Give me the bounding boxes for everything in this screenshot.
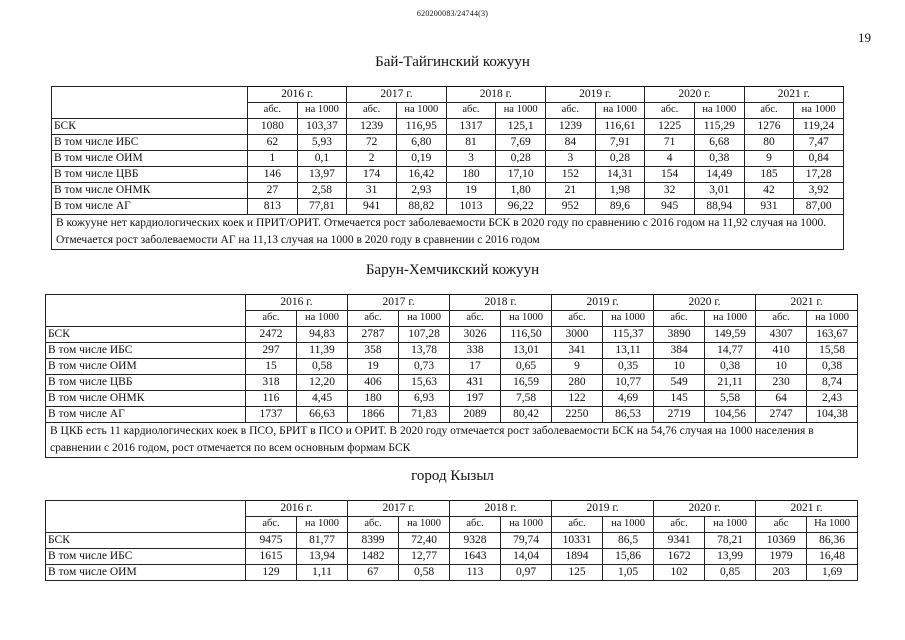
- sub-header-cell: абс.: [654, 311, 705, 327]
- table-cell: 2089: [450, 407, 501, 423]
- table-cell: 1,11: [297, 565, 348, 581]
- row-label: В том числе АГ: [46, 407, 246, 423]
- table-cell: 115,37: [603, 327, 654, 343]
- sub-header-cell: на 1000: [496, 103, 546, 119]
- table-cell: 3026: [450, 327, 501, 343]
- table-cell: 318: [246, 375, 297, 391]
- sub-header-cell: на 1000: [694, 103, 744, 119]
- table-cell: 10: [654, 359, 705, 375]
- table-cell: 17,10: [496, 167, 546, 183]
- table-cell: 77,81: [297, 199, 347, 215]
- table-cell: 27: [248, 183, 298, 199]
- table-cell: 115,29: [694, 119, 744, 135]
- table-cell: 86,5: [603, 533, 654, 549]
- year-header-cell: 2018 г.: [450, 295, 552, 311]
- table-row: [52, 135, 844, 151]
- year-header-cell: 2019 г.: [545, 87, 644, 103]
- table-cell: 230: [756, 375, 807, 391]
- sub-header-cell: абс.: [246, 311, 297, 327]
- table-cell: 79,74: [501, 533, 552, 549]
- table-cell: 71: [645, 135, 695, 151]
- table-cell: 152: [545, 167, 595, 183]
- table-row: [46, 343, 858, 359]
- year-header-cell: 2019 г.: [552, 501, 654, 517]
- table-cell: 338: [450, 343, 501, 359]
- table-cell: 125,1: [496, 119, 546, 135]
- table-cell: 1482: [348, 549, 399, 565]
- table-cell: 931: [744, 199, 794, 215]
- table-cell: 15,86: [603, 549, 654, 565]
- sub-header-cell: абс.: [348, 517, 399, 533]
- table-row: [52, 151, 844, 167]
- sub-header-cell: на 1000: [794, 103, 844, 119]
- sub-header-cell: на 1000: [297, 517, 348, 533]
- table-cell: 1,05: [603, 565, 654, 581]
- table-cell: 358: [348, 343, 399, 359]
- table-cell: 2719: [654, 407, 705, 423]
- table-cell: 10369: [756, 533, 807, 549]
- table-cell: 17: [450, 359, 501, 375]
- table-cell: 0,58: [297, 359, 348, 375]
- table-cell: 410: [756, 343, 807, 359]
- table-cell: 1: [248, 151, 298, 167]
- table-cell: 122: [552, 391, 603, 407]
- table-cell: 180: [348, 391, 399, 407]
- year-header-cell: 2017 г.: [348, 295, 450, 311]
- table-cell: 7,47: [794, 135, 844, 151]
- table-cell: 21: [545, 183, 595, 199]
- table-cell: 3: [446, 151, 496, 167]
- table-cell: 145: [654, 391, 705, 407]
- table-cell: 1,69: [807, 565, 858, 581]
- table-cell: 5,58: [705, 391, 756, 407]
- table-cell: 14,04: [501, 549, 552, 565]
- table-cell: 21,11: [705, 375, 756, 391]
- row-label: В том числе ОИМ: [46, 359, 246, 375]
- table-cell: 31: [347, 183, 397, 199]
- table-cell: 431: [450, 375, 501, 391]
- year-header-cell: 2021 г.: [756, 501, 858, 517]
- table-cell: 13,94: [297, 549, 348, 565]
- table-cell: 2: [347, 151, 397, 167]
- table-cell: 116,50: [501, 327, 552, 343]
- row-label: В том числе ИБС: [46, 549, 246, 565]
- section-title-barun-khemchik: Барун-Хемчикский кожуун: [365, 262, 540, 278]
- table-cell: 3,01: [694, 183, 744, 199]
- table-cell: 1615: [246, 549, 297, 565]
- sub-header-cell: на 1000: [396, 103, 446, 119]
- row-label: В том числе ОНМК: [46, 391, 246, 407]
- table-row: [46, 359, 858, 375]
- table-cell: 341: [552, 343, 603, 359]
- table-cell: 1225: [645, 119, 695, 135]
- table-cell: 116,95: [396, 119, 446, 135]
- year-header-cell: 2020 г.: [654, 295, 756, 311]
- sub-header-cell: абс.: [348, 311, 399, 327]
- table-cell: 14,49: [694, 167, 744, 183]
- table-cell: 4,45: [297, 391, 348, 407]
- table-cell: 2472: [246, 327, 297, 343]
- row-label: БСК: [46, 327, 246, 343]
- sub-header-cell: абс.: [450, 517, 501, 533]
- table-cell: 406: [348, 375, 399, 391]
- section-note: В ЦКБ есть 11 кардиологических коек в ПСО, БРИТ в ПСО и ОРИТ. В 2020 году отмечается рост заболеваемости БСК на 54,76 случая на 1000 населения в сравнении с 2016 годом, рост отмечается по всем основным формам БСК: [46, 423, 858, 458]
- table-cell: 203: [756, 565, 807, 581]
- table-cell: 0,28: [595, 151, 645, 167]
- table-cell: 384: [654, 343, 705, 359]
- row-label: В том числе ЦВБ: [52, 167, 248, 183]
- table-cell: 3000: [552, 327, 603, 343]
- table-cell: 84: [545, 135, 595, 151]
- table-cell: 3,92: [794, 183, 844, 199]
- table-cell: 67: [348, 565, 399, 581]
- table-row: [46, 533, 858, 549]
- year-header-cell: 2018 г.: [450, 501, 552, 517]
- table-cell: 15: [246, 359, 297, 375]
- header-corner-cell: [52, 87, 248, 119]
- table-cell: 941: [347, 199, 397, 215]
- table-cell: 13,99: [705, 549, 756, 565]
- table-cell: 12,20: [297, 375, 348, 391]
- table-cell: 116,61: [595, 119, 645, 135]
- year-header-cell: 2021 г.: [756, 295, 858, 311]
- sub-header-cell: на 1000: [705, 311, 756, 327]
- table-cell: 952: [545, 199, 595, 215]
- table-row: [46, 375, 858, 391]
- table-cell: 10,77: [603, 375, 654, 391]
- table-cell: 154: [645, 167, 695, 183]
- table-cell: 3890: [654, 327, 705, 343]
- table-cell: 1239: [347, 119, 397, 135]
- table-cell: 4: [645, 151, 695, 167]
- table-cell: 180: [446, 167, 496, 183]
- table-row: [52, 199, 844, 215]
- table-cell: 1643: [450, 549, 501, 565]
- table-cell: 0,38: [807, 359, 858, 375]
- table-cell: 8,74: [807, 375, 858, 391]
- row-label: В том числе ОИМ: [52, 151, 248, 167]
- table-cell: 1317: [446, 119, 496, 135]
- year-header-row: [46, 295, 858, 311]
- table-cell: 9328: [450, 533, 501, 549]
- year-header-cell: 2020 г.: [645, 87, 744, 103]
- table-cell: 80: [744, 135, 794, 151]
- section-note: В кожууне нет кардиологических коек и ПРИТ/ОРИТ. Отмечается рост заболеваемости БСК в 2020 году по сравнению с 2016 годом на 11,92 случая на 1000. Отмечается рост заболеваемости АГ на 11,13 случая на 1000 в 2020 году в сравнении с 2016 годом: [52, 215, 844, 250]
- table-cell: 0,38: [705, 359, 756, 375]
- table-cell: 87,00: [794, 199, 844, 215]
- table-cell: 78,21: [705, 533, 756, 549]
- table-cell: 0,73: [399, 359, 450, 375]
- row-label: БСК: [52, 119, 248, 135]
- row-label: В том числе ИБС: [46, 343, 246, 359]
- table-cell: 62: [248, 135, 298, 151]
- table-cell: 0,19: [396, 151, 446, 167]
- row-label: В том числе ОИМ: [46, 565, 246, 581]
- table-cell: 0,28: [496, 151, 546, 167]
- table-cell: 13,97: [297, 167, 347, 183]
- table-cell: 146: [248, 167, 298, 183]
- table-cell: 280: [552, 375, 603, 391]
- section-title-bai-taiga: Бай-Тайгинский кожуун: [375, 54, 530, 70]
- table-cell: 8399: [348, 533, 399, 549]
- table-cell: 5,93: [297, 135, 347, 151]
- sub-header-cell: абс.: [347, 103, 397, 119]
- sub-header-cell: абс.: [248, 103, 298, 119]
- table-cell: 16,48: [807, 549, 858, 565]
- sub-header-cell: на 1000: [603, 517, 654, 533]
- table-cell: 6,93: [399, 391, 450, 407]
- table-cell: 10331: [552, 533, 603, 549]
- year-header-cell: 2017 г.: [348, 501, 450, 517]
- sub-header-cell: абс.: [545, 103, 595, 119]
- sub-header-cell: абс.: [552, 311, 603, 327]
- table-cell: 17,28: [794, 167, 844, 183]
- year-header-row: [52, 87, 844, 103]
- section-title-kyzyl: город Кызыл: [411, 468, 494, 484]
- year-header-cell: 2021 г.: [744, 87, 843, 103]
- year-header-cell: 2016 г.: [246, 501, 348, 517]
- sub-header-cell: на 1000: [603, 311, 654, 327]
- table-cell: 1894: [552, 549, 603, 565]
- sub-header-cell: на 1000: [297, 103, 347, 119]
- table-cell: 42: [744, 183, 794, 199]
- table-cell: 0,84: [794, 151, 844, 167]
- table-cell: 64: [756, 391, 807, 407]
- table-cell: 6,68: [694, 135, 744, 151]
- table-cell: 163,67: [807, 327, 858, 343]
- table-cell: 2,93: [396, 183, 446, 199]
- row-label: В том числе ИБС: [52, 135, 248, 151]
- table-cell: 102: [654, 565, 705, 581]
- sub-header-cell: на 1000: [399, 517, 450, 533]
- year-header-row: [46, 501, 858, 517]
- table-cell: 6,80: [396, 135, 446, 151]
- sub-header-cell: абс.: [446, 103, 496, 119]
- table-cell: 96,22: [496, 199, 546, 215]
- year-header-cell: 2020 г.: [654, 501, 756, 517]
- year-header-cell: 2018 г.: [446, 87, 545, 103]
- table-cell: 129: [246, 565, 297, 581]
- row-label: БСК: [46, 533, 246, 549]
- table-cell: 113: [450, 565, 501, 581]
- table-cell: 103,37: [297, 119, 347, 135]
- sub-header-cell: абс.: [756, 311, 807, 327]
- year-header-cell: 2019 г.: [552, 295, 654, 311]
- note-row: [52, 215, 844, 250]
- table-cell: 0,1: [297, 151, 347, 167]
- table-cell: 7,91: [595, 135, 645, 151]
- table-cell: 71,83: [399, 407, 450, 423]
- sub-header-cell: на 1000: [501, 311, 552, 327]
- table-cell: 89,6: [595, 199, 645, 215]
- table-row: [52, 119, 844, 135]
- table-cell: 4,69: [603, 391, 654, 407]
- table-row: [46, 549, 858, 565]
- table-cell: 185: [744, 167, 794, 183]
- table-cell: 549: [654, 375, 705, 391]
- table-cell: 12,77: [399, 549, 450, 565]
- table-cell: 2747: [756, 407, 807, 423]
- table-cell: 66,63: [297, 407, 348, 423]
- table-cell: 3: [545, 151, 595, 167]
- table-cell: 9475: [246, 533, 297, 549]
- table-cell: 2250: [552, 407, 603, 423]
- table-cell: 4307: [756, 327, 807, 343]
- table-cell: 86,53: [603, 407, 654, 423]
- year-header-cell: 2016 г.: [246, 295, 348, 311]
- table-cell: 9: [552, 359, 603, 375]
- table-cell: 88,94: [694, 199, 744, 215]
- table-cell: 7,58: [501, 391, 552, 407]
- table-cell: 0,35: [603, 359, 654, 375]
- table-cell: 81,77: [297, 533, 348, 549]
- table-cell: 72,40: [399, 533, 450, 549]
- table-row: [46, 327, 858, 343]
- sub-header-cell: на 1000: [807, 311, 858, 327]
- sub-header-cell: на 1000: [399, 311, 450, 327]
- sub-header-cell: абс.: [645, 103, 695, 119]
- table-kyzyl: [45, 500, 858, 581]
- table-row: [52, 183, 844, 199]
- table-cell: 125: [552, 565, 603, 581]
- table-cell: 88,82: [396, 199, 446, 215]
- table-cell: 297: [246, 343, 297, 359]
- table-cell: 2,43: [807, 391, 858, 407]
- table-cell: 174: [347, 167, 397, 183]
- table-cell: 1866: [348, 407, 399, 423]
- table-cell: 13,11: [603, 343, 654, 359]
- table-cell: 116: [246, 391, 297, 407]
- table-cell: 15,63: [399, 375, 450, 391]
- table-cell: 0,58: [399, 565, 450, 581]
- table-cell: 104,38: [807, 407, 858, 423]
- table-bai-taiga: [51, 86, 844, 250]
- table-cell: 1276: [744, 119, 794, 135]
- table-row: [46, 391, 858, 407]
- table-cell: 81: [446, 135, 496, 151]
- table-cell: 104,56: [705, 407, 756, 423]
- table-cell: 149,59: [705, 327, 756, 343]
- table-cell: 72: [347, 135, 397, 151]
- table-cell: 9: [744, 151, 794, 167]
- row-label: В том числе АГ: [52, 199, 248, 215]
- table-cell: 14,77: [705, 343, 756, 359]
- row-label: В том числе ОНМК: [52, 183, 248, 199]
- document-id: 620200083/24744(3): [416, 9, 489, 18]
- table-cell: 1080: [248, 119, 298, 135]
- table-cell: 7,69: [496, 135, 546, 151]
- sub-header-cell: На 1000: [807, 517, 858, 533]
- page-number: 19: [858, 30, 871, 45]
- table-cell: 813: [248, 199, 298, 215]
- table-cell: 1,98: [595, 183, 645, 199]
- sub-header-cell: абс.: [654, 517, 705, 533]
- note-row: [46, 423, 858, 458]
- table-cell: 15,58: [807, 343, 858, 359]
- table-cell: 94,83: [297, 327, 348, 343]
- table-cell: 11,39: [297, 343, 348, 359]
- sub-header-cell: абс.: [246, 517, 297, 533]
- table-cell: 197: [450, 391, 501, 407]
- table-cell: 1013: [446, 199, 496, 215]
- header-corner-cell: [46, 295, 246, 327]
- sub-header-cell: абс.: [744, 103, 794, 119]
- table-cell: 19: [348, 359, 399, 375]
- table-cell: 16,42: [396, 167, 446, 183]
- sub-header-cell: на 1000: [501, 517, 552, 533]
- table-cell: 32: [645, 183, 695, 199]
- sub-header-cell: абс.: [552, 517, 603, 533]
- sub-header-cell: абс: [756, 517, 807, 533]
- table-cell: 0,38: [694, 151, 744, 167]
- year-header-cell: 2016 г.: [248, 87, 347, 103]
- table-cell: 9341: [654, 533, 705, 549]
- table-row: [46, 565, 858, 581]
- table-cell: 86,36: [807, 533, 858, 549]
- table-cell: 13,01: [501, 343, 552, 359]
- header-corner-cell: [46, 501, 246, 533]
- table-cell: 1,80: [496, 183, 546, 199]
- table-row: [46, 407, 858, 423]
- table-cell: 0,65: [501, 359, 552, 375]
- table-cell: 16,59: [501, 375, 552, 391]
- sub-header-cell: на 1000: [705, 517, 756, 533]
- table-row: [52, 167, 844, 183]
- table-cell: 119,24: [794, 119, 844, 135]
- year-header-cell: 2017 г.: [347, 87, 446, 103]
- sub-header-cell: на 1000: [297, 311, 348, 327]
- table-cell: 19: [446, 183, 496, 199]
- table-cell: 80,42: [501, 407, 552, 423]
- sub-header-cell: абс.: [450, 311, 501, 327]
- table-cell: 2787: [348, 327, 399, 343]
- table-cell: 14,31: [595, 167, 645, 183]
- table-cell: 2,58: [297, 183, 347, 199]
- table-cell: 1979: [756, 549, 807, 565]
- table-cell: 1737: [246, 407, 297, 423]
- table-cell: 0,85: [705, 565, 756, 581]
- sub-header-cell: на 1000: [595, 103, 645, 119]
- table-cell: 1672: [654, 549, 705, 565]
- table-cell: 10: [756, 359, 807, 375]
- table-cell: 13,78: [399, 343, 450, 359]
- table-cell: 107,28: [399, 327, 450, 343]
- row-label: В том числе ЦВБ: [46, 375, 246, 391]
- table-cell: 945: [645, 199, 695, 215]
- table-barun-khemchik: [45, 294, 858, 458]
- table-cell: 0,97: [501, 565, 552, 581]
- table-cell: 1239: [545, 119, 595, 135]
